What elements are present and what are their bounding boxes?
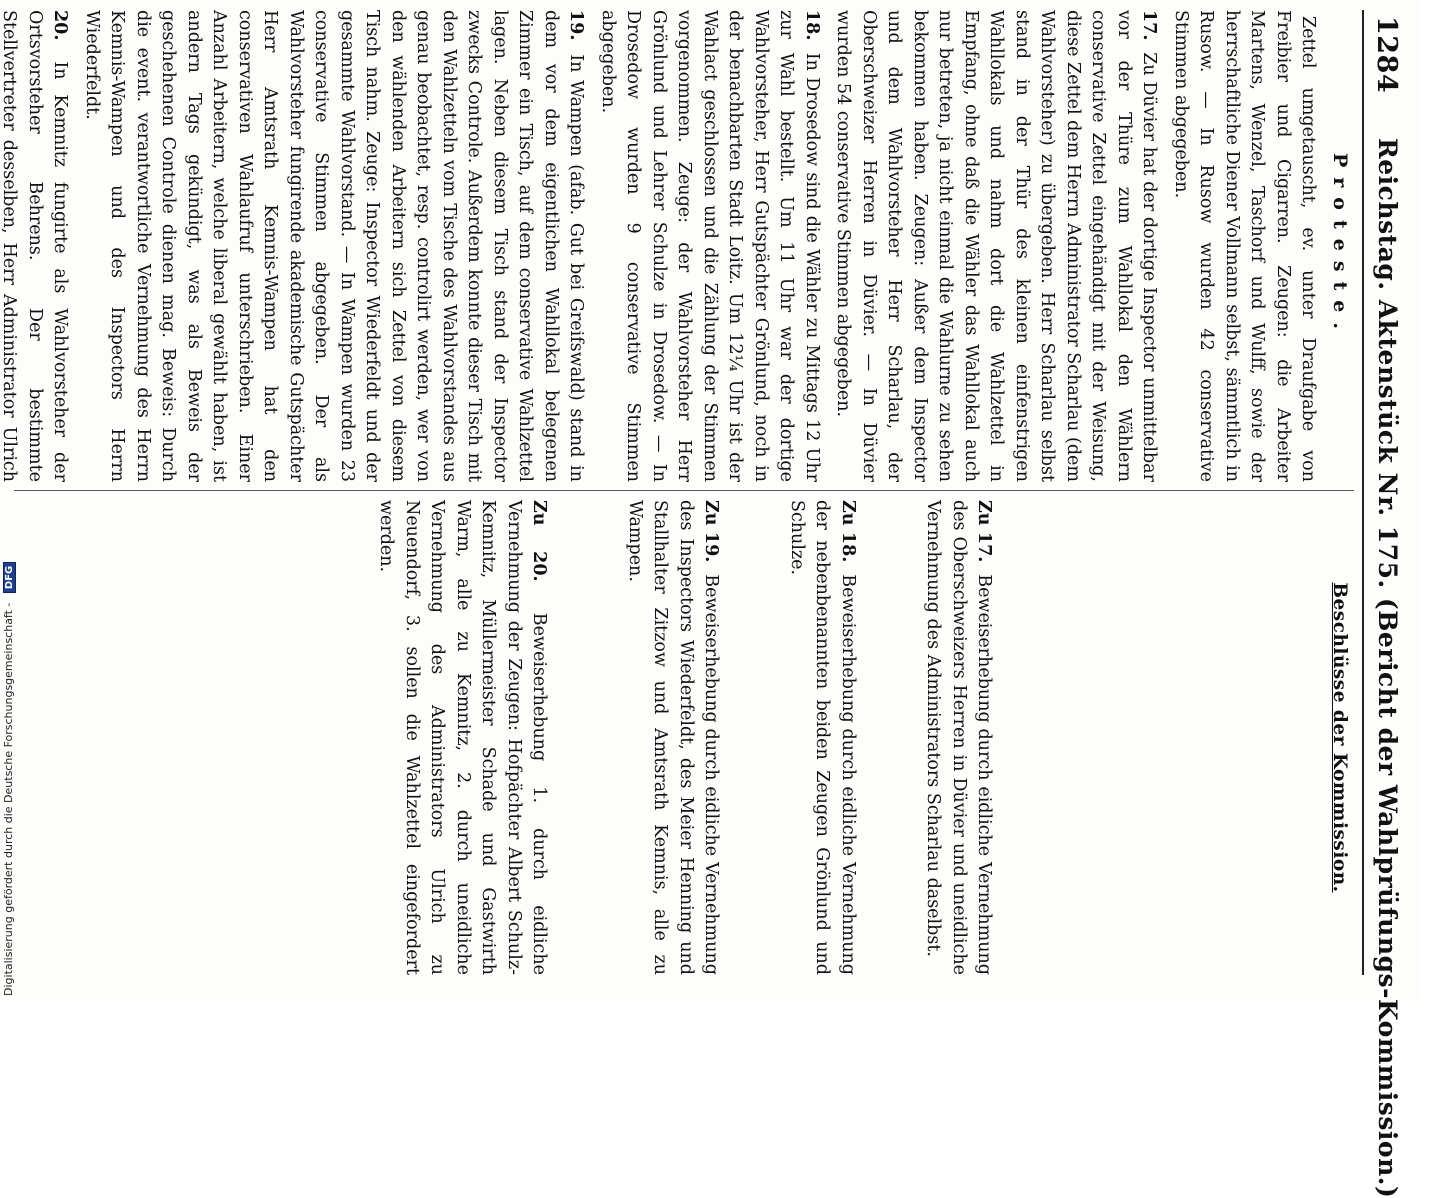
- credit-text: Digitalisierung gefördert durch die Deutsche Forschungsgemeinschaft -: [2, 602, 15, 996]
- decision-paragraph: Zu 20. Beweiserhebung 1. durch eidliche Vernehmung der Zeugen: Hofpächter Albert Schulz-Kemnitz, Müllermeister Schade und Gastwirth Warm, alle zu Kemnitz, 2. durch uneidliche Vernehmung des Administrators Ulrich zu Neuendorf, 3. sollen die Wahlzettel eingefordert werden.: [376, 500, 550, 975]
- page-number: 1284: [1371, 16, 1402, 94]
- decision-paragraph: Zu 18. Beweiserhebung durch eidliche Vernehmung der nebenbenannten beiden Zeugen Grönlund und Schulze.: [787, 500, 858, 975]
- page-header: [1358, 10, 1410, 1198]
- protest-paragraph: 19. In Wampen (afab. Gut bei Greifswald) stand in dem vor dem eigentlichen Wahllokal belegenen Zimmer ein Tisch, auf dem conservative Wahlzettel lagen. Neben diesem Tisch stand der Inspector zwecks Controle. Außerdem konnte dieser Tisch mit den Wahlzetteln vom Tische des Wahlvorstandes aus genau beobachtet, resp. controlirt werden, wer von den wählenden Arbeitern sich Zettel von diesem Tisch nahm. Zeuge: Inspector Wiederfeldt und der gesammte Wahlvorstand. — In Wampen wurden 23 conservative Stimmen abgegeben. Der als Wahlvorsteher fungirende akademische Gutspächter Herr Amtsrath Kemnis-Wampen hat den conservativen Wahlaufruf unterschrieben. Einer Anzahl Arbeitern, welche liberal gewählt haben, ist andern Tags gekündigt, was als Beweis der geschehenen Controle dienen mag. Beweis: Durch die event. verantwortliche Vernehmung des Herrn Kemnis-Wampen und des Inspectors Herrn Wiederfeldt.: [82, 10, 587, 482]
- digitization-credit: [2, 562, 16, 996]
- protest-paragraph: 17. Zu Düvier hat der dortige Inspector unmittelbar vor der Thüre zum Wahllokal den Wählern conservative Zettel eingehändigt mit der Weisung, diese Zettel dem Herrn Administrator Scharlau (dem Wahlvorsteher) zu übergeben. Herr Scharlau selbst stand in der Thür des kleinen einfenstrigen Wahllokals und nahm dort die Wahlzettel in Empfang, ohne daß die Wähler das Wahllokal auch nur betreten, ja nicht einmal die Wahlurne zu sehen bekommen haben. Zeugen: Außer dem Inspector und dem Wahlvorsteher Herr Scharlau, der Oberschweizer Herren in Düvier. — In Düvier wurden 54 conservative Stimmen abgegeben.: [833, 10, 1160, 482]
- protests-column: [0, 10, 1354, 482]
- running-title: Reichstag. Aktenstück Nr. 175. (Bericht der Wahlprüfungs-Kommission.): [1373, 138, 1402, 1198]
- commission-decisions-column: [14, 500, 1354, 975]
- header-rule: [1362, 10, 1364, 975]
- protest-paragraph: Zettel umgetauscht, ev. unter Draufgabe von Freibier und Cigarren. Zeugen: die Arbeiter Martens, Wenzel, Taschorf und Wulff, sowie der herrschaftliche Diener Vollmann selbst, sämmtlich in Rusow. — In Rusow wurden 42 conservative Stimmen abgegeben.: [1171, 10, 1319, 482]
- protest-paragraph: 20. In Kemnitz fungirte als Wahlvorsteher der Ortsvorsteher Behrens. Der bestimmte Stellvertreter desselben, Herr Administrator Ulrich: [0, 10, 71, 482]
- protests-title: Proteste.: [1329, 152, 1351, 339]
- decisions-title: Beschlüsse der Kommission.: [1329, 582, 1350, 893]
- decision-paragraph: Zu 19. Beweiserhebung durch eidliche Vernehmung des Inspectors Wiederfeldt, des Meier Henning und Stallhalter Zitzow und Amtsrath Kemnis, alle zu Wampen.: [625, 500, 722, 975]
- column-divider: [14, 490, 1354, 491]
- protest-paragraph: 18. In Drosedow sind die Wähler zu Mittags 12 Uhr zur Wahl bestellt. Um 11 Uhr war der dortige Wahlvorsteher, Herr Gutspächter Grönlund, noch in der benachbarten Stadt Loitz. Um 12¼ Uhr ist der Wahlact geschlossen und die Zählung der Stimmen vorgenommen. Zeuge: der Wahlvorsteher Herr Grönlund und Lehrer Schulze in Drosedow. — In Drosedow wurden 9 conservative Stimmen abgegeben.: [598, 10, 822, 482]
- decision-paragraph: Zu 17. Beweiserhebung durch eidliche Vernehmung des Oberschweizers Herren in Düvier und uneidliche Vernehmung des Administrators Scharlau daselbst.: [923, 500, 995, 975]
- dfg-logo: DFG: [3, 562, 16, 593]
